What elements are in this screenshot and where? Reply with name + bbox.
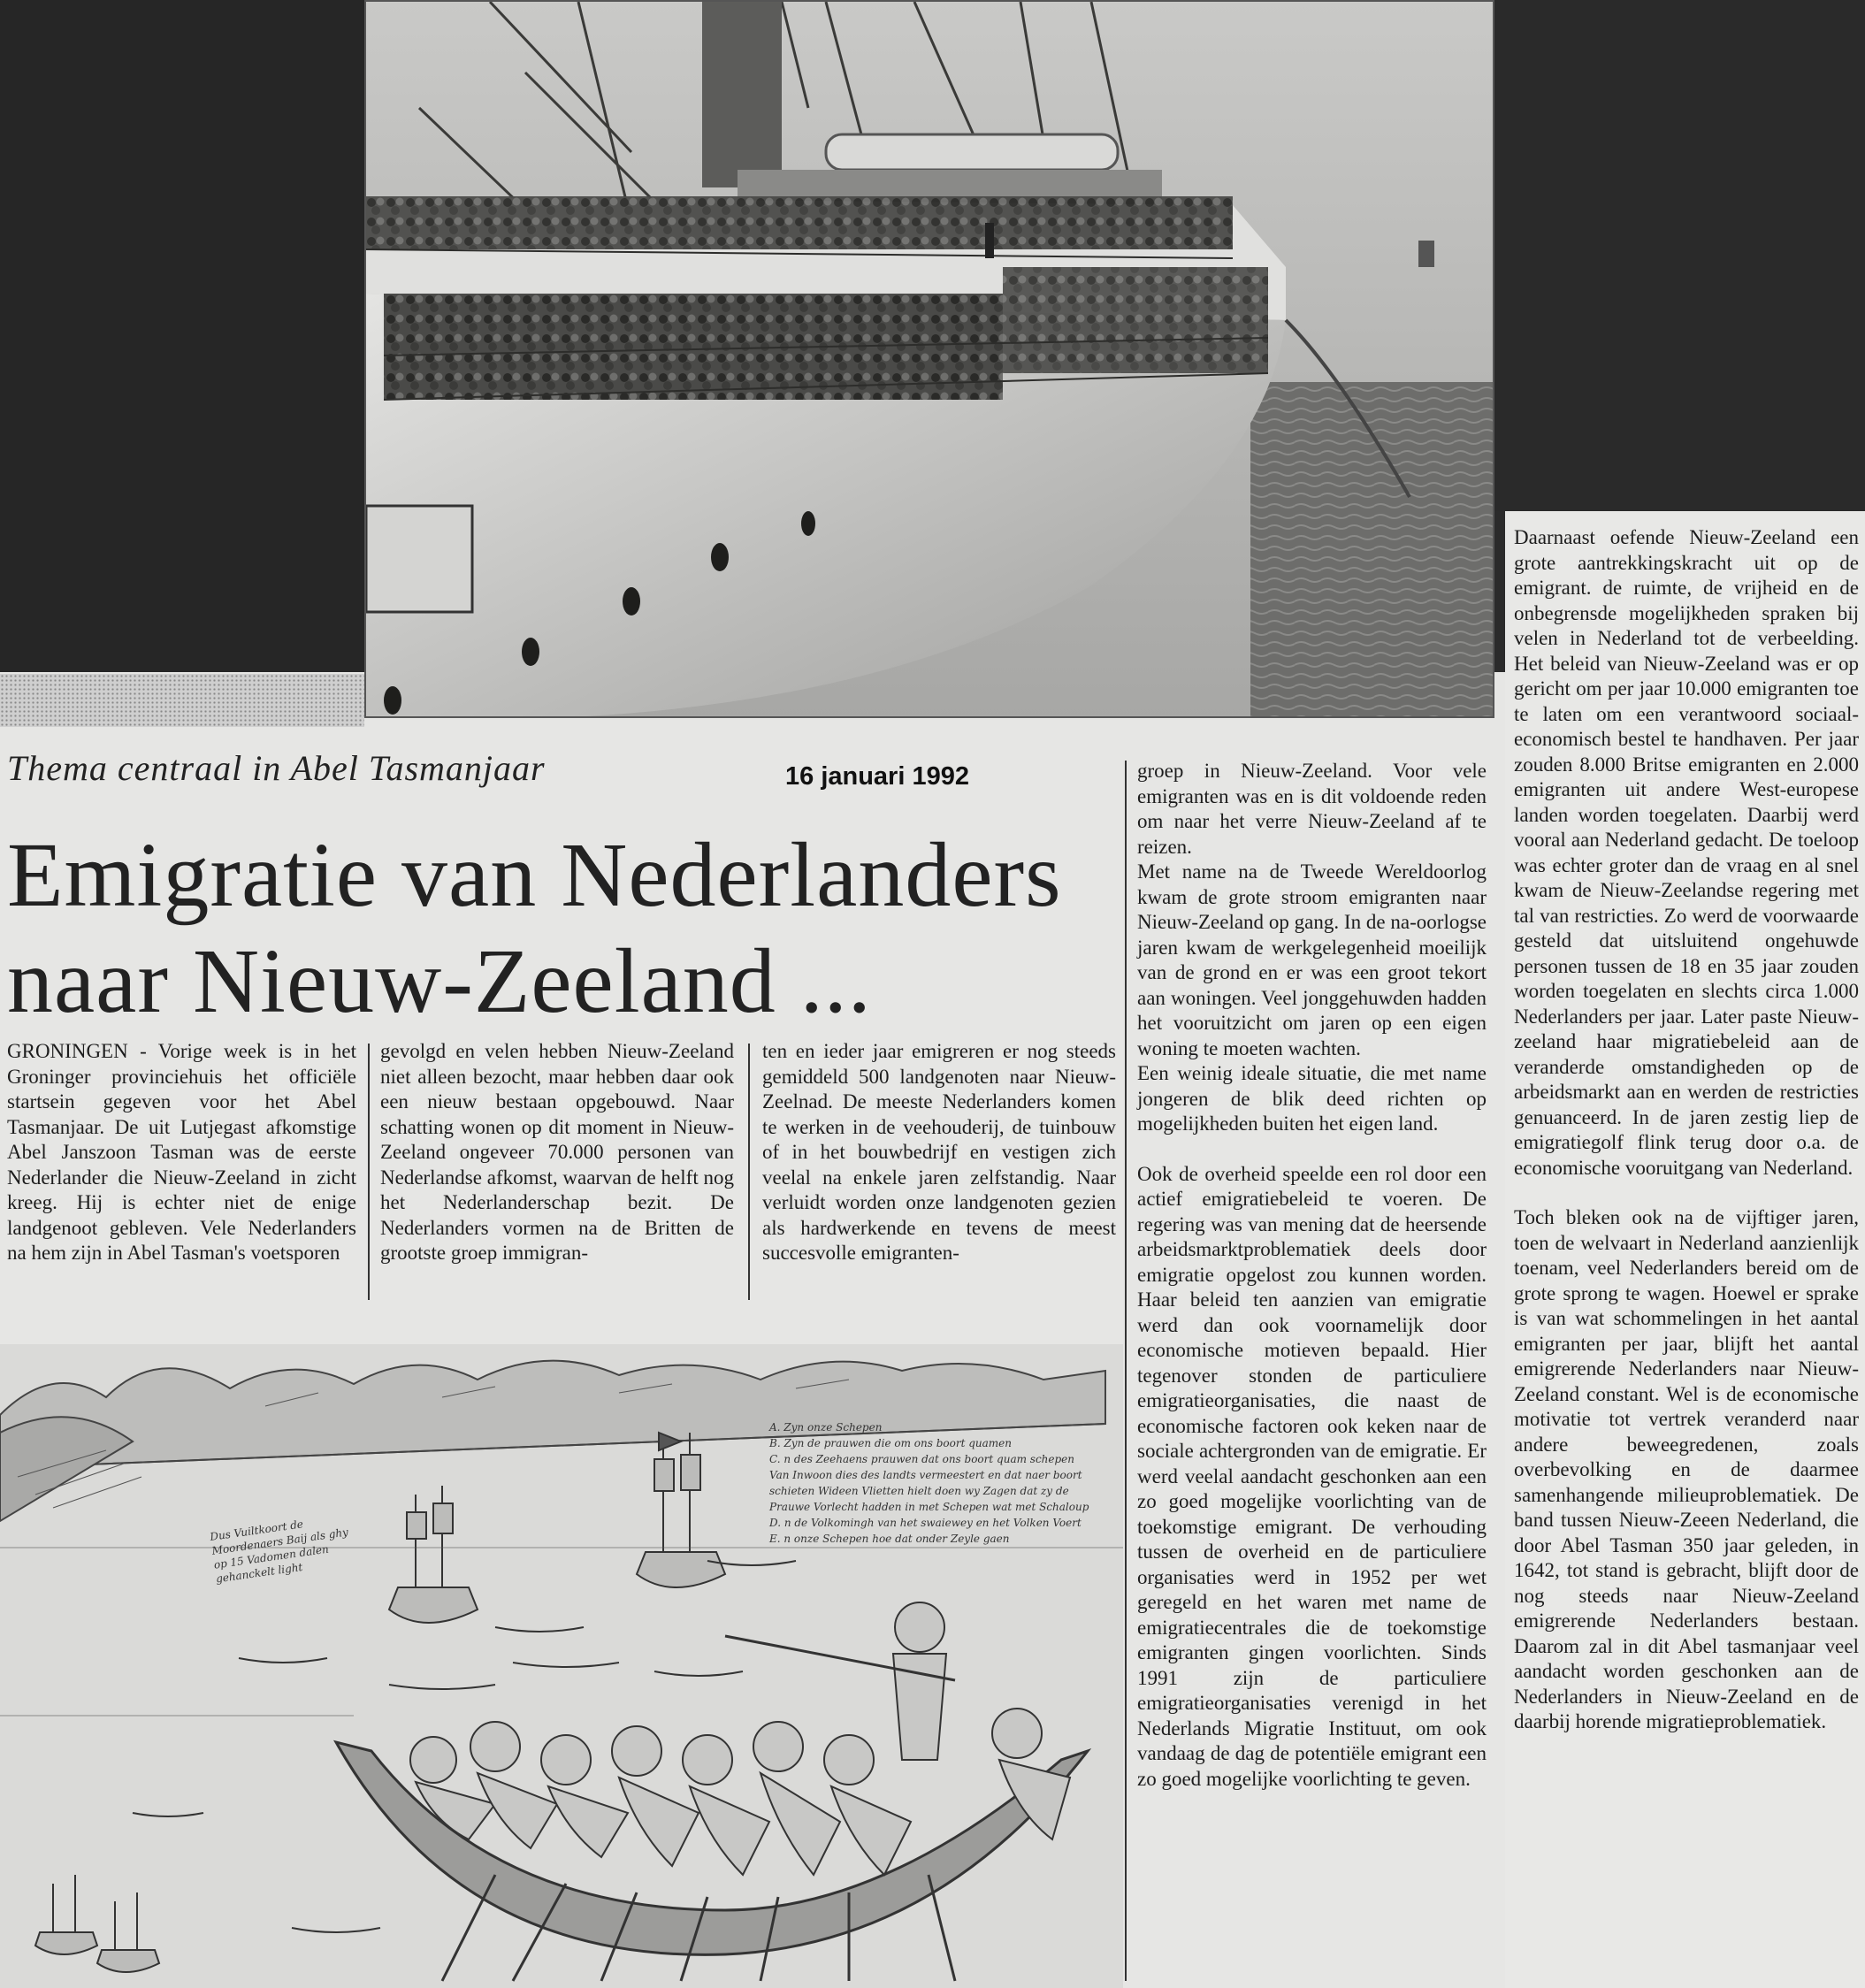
publication-date: 16 januari 1992 xyxy=(785,762,969,791)
theme-kicker: Thema centraal in Abel Tasmanjaar xyxy=(7,748,546,788)
halftone-strip xyxy=(0,674,364,727)
engraving-legend xyxy=(769,1419,1123,1547)
legend-line: E. n onze Schepen hoe dat onder Zeyle gaen xyxy=(769,1533,1010,1545)
legend-line: B. Zyn de prauwen die om ons boort quamen xyxy=(769,1437,1012,1449)
article-paragraph: Een weinig ideale situatie, die met name jongeren de blik deed richten op mogelijkheden buiten het eigen land. xyxy=(1137,1062,1487,1135)
ship-funnel xyxy=(702,2,782,187)
article-column-5 xyxy=(1514,525,1859,1735)
lifeboat xyxy=(826,134,1118,170)
life-ring-box xyxy=(366,506,472,612)
article-paragraph: Met name na de Tweede Wereldoorlog kwam de grote stroom emigranten naar Nieuw-Zeeland op gang. In de na-oorlogse jaren kwam de werkgelegenheid moeilijk van de grond en er was een groot tekort aan woningen. Veel jonggehuwden hadden het vooruitzicht om jaren op een eigen woning te moeten wachten. xyxy=(1137,860,1487,1059)
article-paragraph: Toch bleken ook na de vijftiger jaren, toen de welvaart in Nederland aanzienlijk toenam, veel Nederlanders bereid om de grote sprong te wagen. Hoewel er sprake is van wat schommelingen in het aantal emigranten per jaar, blijft het aantal emigrerende Nederlanders naar Nieuw-Zeeland constant. Wel is de economische motivatie tot vertrek veranderd naar andere beweegredenen, zoals overbevolking en de daarmee samenhangende milieuproblematiek. De band tussen Nieuw-Zeeen Nederland, die door Abel Tasman 350 jaar geleden, in 1642, tot stand is gebracht, blijft door de nog steeds naar Nieuw-Zeeland emigrerende Nederlanders bestaan. Daarom zal in dit Abel tasmanjaar veel aandacht worden geschonken aan de Nederlanders in Nieuw-Zeeland en de daarbij horende migratieproblematiek. xyxy=(1514,1206,1859,1732)
column-rule xyxy=(748,1044,750,1300)
legend-line: Van Inwoon dies des landts vermeestert en dat naer boort xyxy=(769,1469,1082,1481)
flag xyxy=(1418,241,1434,267)
headline-line-1: Emigratie van Nederlanders xyxy=(7,824,1062,926)
headline-line-2: naar Nieuw-Zeeland ... xyxy=(7,930,872,1032)
crowd-upper-deck xyxy=(366,196,1233,249)
emigrant-ship-photo xyxy=(364,0,1494,718)
legend-line: D. n de Volkomingh van het swaiewey en het Volken Voert xyxy=(769,1517,1082,1529)
article-column-1 xyxy=(7,1039,356,1266)
scan-background-left xyxy=(0,0,364,672)
legend-line: Prauwe Vorlecht hadden in met Schepen wat met Schaloup xyxy=(769,1501,1089,1513)
article-paragraph: GRONINGEN - Vorige week is in het Groninger provinciehuis het officiële startsein gegeven voor het Abel Tasmanjaar. De uit Lutjegast afkomstige Abel Janszoon Tasman was de eerste Nederlander die Nieuw-Zeeland in zicht kreeg. Hij is echter niet de enige landgenoot gebleven. Vele Nederlanders na hem zijn in Abel Tasman's voetsporen xyxy=(7,1040,356,1264)
legend-line: schieten Wideen Vlietten hielt doen wy Zagen dat zy de xyxy=(769,1485,1069,1497)
engraving-caption: Dus Vuiltkoort de Moordenaers Baij als ghy op 15 Vadomen dalen gehanckelt light xyxy=(209,1518,349,1586)
article-paragraph: Daarnaast oefende Nieuw-Zeeland een grote aantrekkingskracht uit op de emigrant. de ruimte, de vrijheid en de onbegrensde mogelijkheden spraken bij velen in Nederland tot de verbeelding. Het beleid van Nieuw-Zeeland was er op gericht om per jaar 10.000 emigranten toe te laten om een verantwoord sociaal-economisch bestel te handhaven. Per jaar zouden 8.000 Britse emigranten en 2.000 emigranten uit andere West-europese landen worden toegelaten. Daarbij werd vooral aan Nederland gedacht. De toeloop was echter groter dan de vraag en al snel kwam de Nieuw-Zeelandse regering met tal van restricties. Zo werd de voorwaarde gesteld dat uitsluitend ongehuwde personen tussen de 18 en 35 jaar zouden worden toegelaten en slechts circa 1.000 Nederlanders per jaar. Later paste Nieuw-zeeland haar migratiebeleid aan de veranderde omstandigheden op de arbeidsmarkt aan en werden de restricties genuanceerd. In de jaren zestig liep de emigratiegolf flink terug door o.a. de economische vooruitgang van Nederland. xyxy=(1514,526,1859,1179)
article-paragraph: groep in Nieuw-Zeeland. Voor vele emigranten was en is dit voldoende reden om naar het verre Nieuw-Zeeland af te reizen. xyxy=(1137,760,1487,858)
article-column-2 xyxy=(380,1039,734,1266)
article-column-3 xyxy=(762,1039,1116,1266)
article-paragraph: gevolgd en velen hebben Nieuw-Zeeland niet alleen bezocht, maar hebben daar ook een nieuw bestaan opgebouwd. Naar schatting wonen op dit moment in Nieuw-Zeeland ongeveer 70.000 personen van Nederlandse afkomst, waarvan de helft nog het Nederlanderschap bezit. De Nederlanders vormen na de Britten de grootste groep immigran- xyxy=(380,1040,734,1264)
headline xyxy=(7,822,1121,1035)
column-rule xyxy=(1125,761,1127,1981)
article-column-4 xyxy=(1137,759,1487,1792)
legend-line: A. Zyn onze Schepen xyxy=(769,1421,883,1434)
column-rule xyxy=(368,1044,370,1300)
legend-line: C. n des Zeehaens prauwen dat ons boort quam schepen xyxy=(769,1453,1075,1465)
article-paragraph: ten en ieder jaar emigreren er nog steeds gemiddeld 500 landgenoten naar Nieuw-Zeelnad. De meeste Nederlanders komen te werken in de veehouderij, de tuinbouw of in het bouwbedrijf en vestigen zich veelal na enkele jaren zelfstandig. Naar verluidt worden onze landgenoten gezien als hardwerkende en tevens de meest succesvolle emigranten- xyxy=(762,1040,1116,1264)
article-paragraph: Ook de overheid speelde een rol door een actief emigratiebeleid te voeren. De regering was van mening dat de heersende arbeidsmarktproblematiek deels door emigratie opgelost zou kunnen worden. Haar beleid ten aanzien van emigratie werd dan ook voornamelijk door economische motieven bepaald. Hier tegenover stonden de particuliere emigratieorganisaties, die naast de economische factoren ook keken naar de sociale achtergronden van de emigratie. Er werd veelal aandacht geschonken aan een zo goed mogelijke voorlichting van de toekomstige emigrant. De verhouding tussen de overheid en de particuliere organisaties werd in 1952 per wet geregeld en het waren met name de emigratiecentrales die de toekomstige emigranten gingen voorlichten. Sinds 1991 zijn de particuliere emigratieorganisaties verenigd in het Nederlands Migratie Instituut, om ook vandaag de dag de potentiële emigrant een zo goed mogelijke voorlichting te geven. xyxy=(1137,1162,1487,1790)
scan-background-right xyxy=(1494,0,1865,511)
